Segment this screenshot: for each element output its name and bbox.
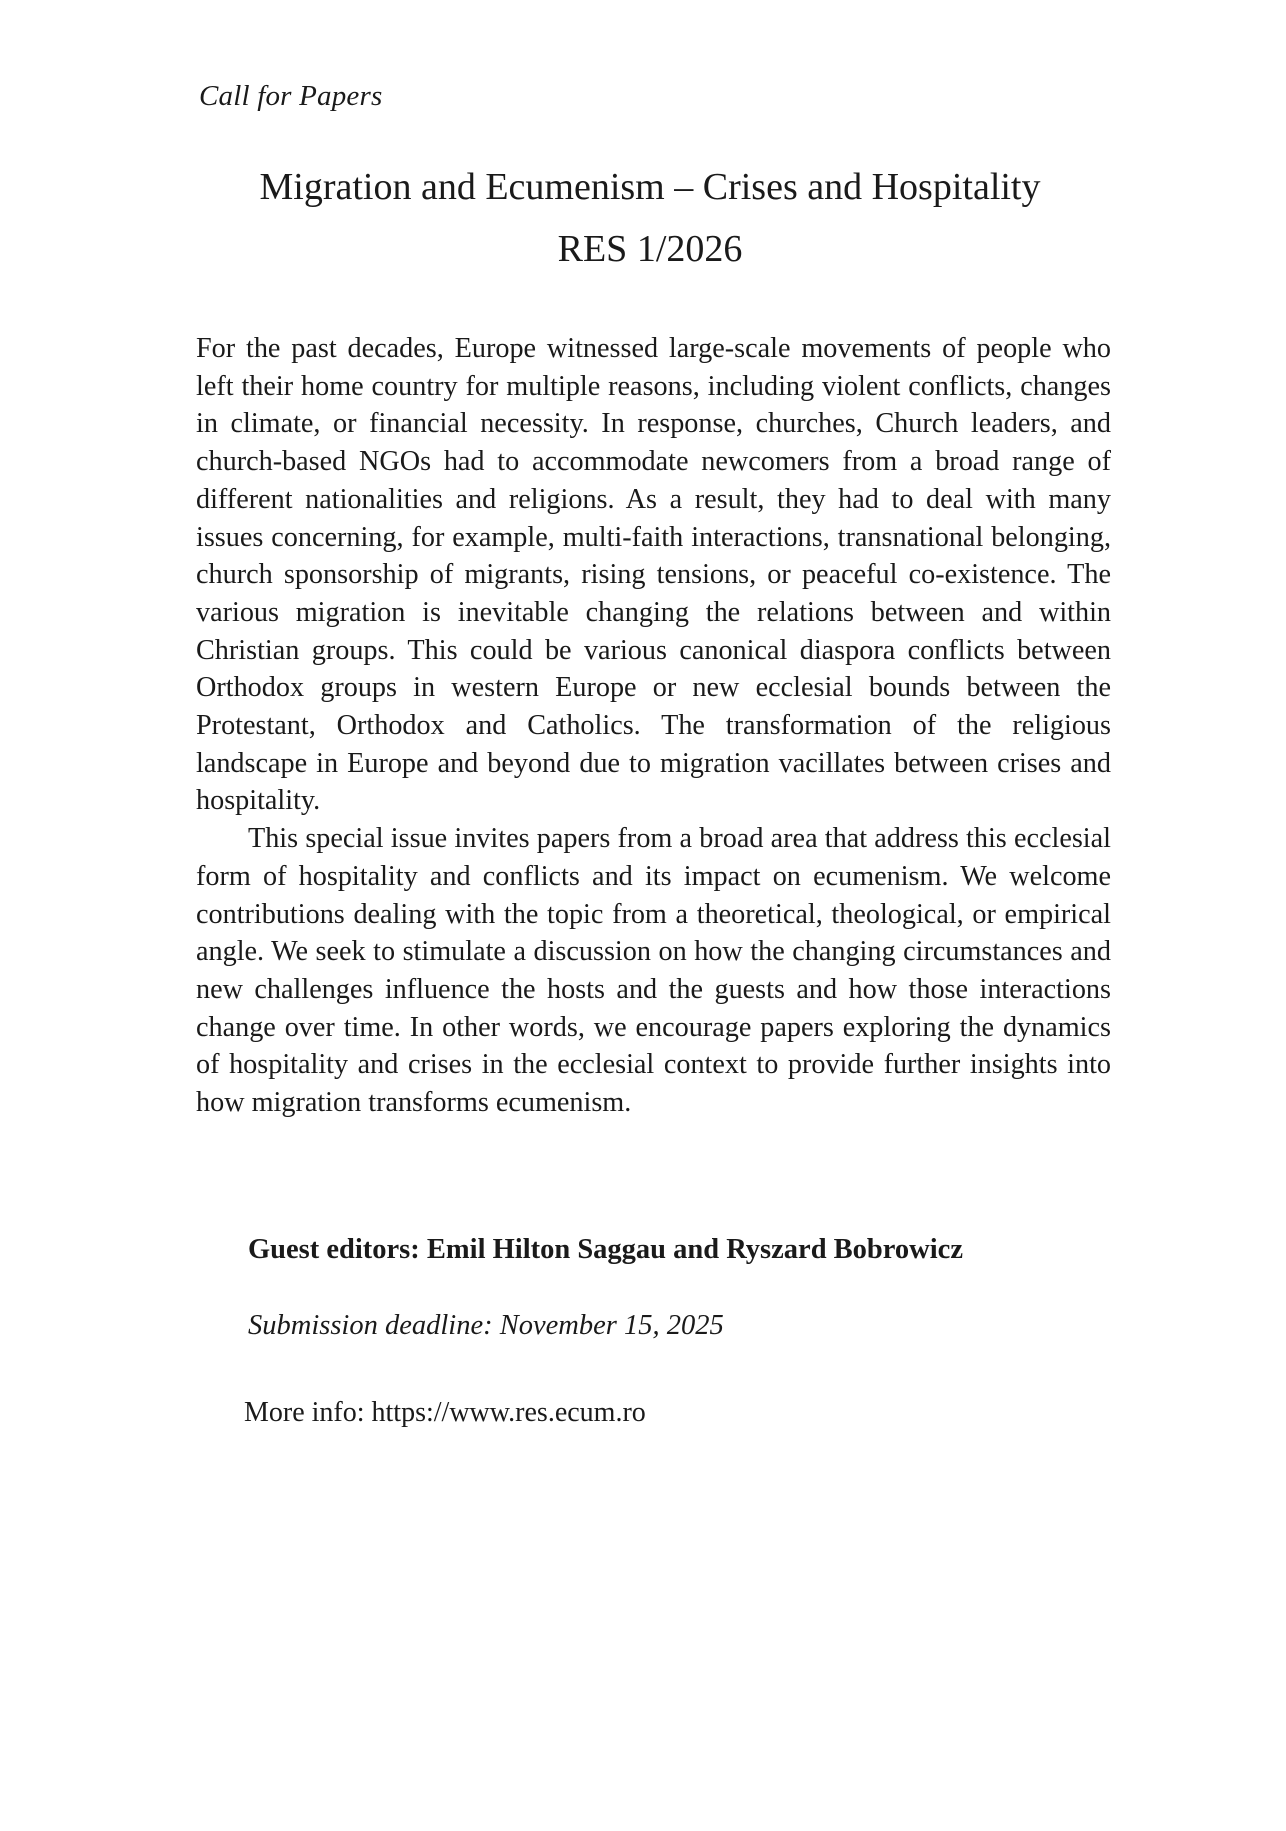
guest-editors — [248, 1234, 963, 1266]
title-line-2: RES 1/2026 — [557, 228, 743, 270]
running-head: Call for Papers — [199, 80, 383, 112]
submission-deadline: Submission deadline: November 15, 2025 — [248, 1310, 724, 1341]
more-info-link[interactable]: More info: https://www.res.ecum.ro — [244, 1397, 646, 1428]
title-line-1: Migration and Ecumenism – Crises and Hospitality — [259, 166, 1041, 208]
body-paragraph-2: This special issue invites papers from a broad area that address this ecclesial form of hospitality and conflicts and its impact on ecumenism. We welcome contributions dealing with the topic from a theoretical, theological, or empirical angle. We seek to stimulate a discussion on how the changing circumstances and new challenges influence the hosts and the guests and how those interactions change over time. In other words, we encourage papers exploring the dynamics of hospitality and crises in the ecclesial context to provide further insights into how migration transforms ecumenism. — [196, 823, 1111, 1119]
body-text — [196, 330, 1111, 1122]
guest-editors-label: Guest editors — [248, 1234, 411, 1265]
body-paragraph-1: For the past decades, Europe witnessed large-scale movements of people who left their home country for multiple reasons, including violent conflicts, changes in climate, or financial necessity. In response, churches, Church leaders, and church-based NGOs had to accommodate newcomers from a broad range of different nationalities and religions. As a result, they had to deal with many issues concerning, for example, multi-faith interactions, transnational belonging, church sponsorship of migrants, rising tensions, or peaceful co-existence. The various migration is inevitable changing the relations between and within Christian groups. This could be various canonical diaspora conflicts between Orthodox groups in western Europe or new ecclesial bounds between the Protestant, Orthodox and Catholics. The transformation of the religious landscape in Europe and beyond due to migration vacillates between crises and hospitality. — [196, 333, 1111, 817]
guest-editors-names: : Emil Hilton Saggau and Ryszard Bobrowicz — [410, 1234, 963, 1265]
